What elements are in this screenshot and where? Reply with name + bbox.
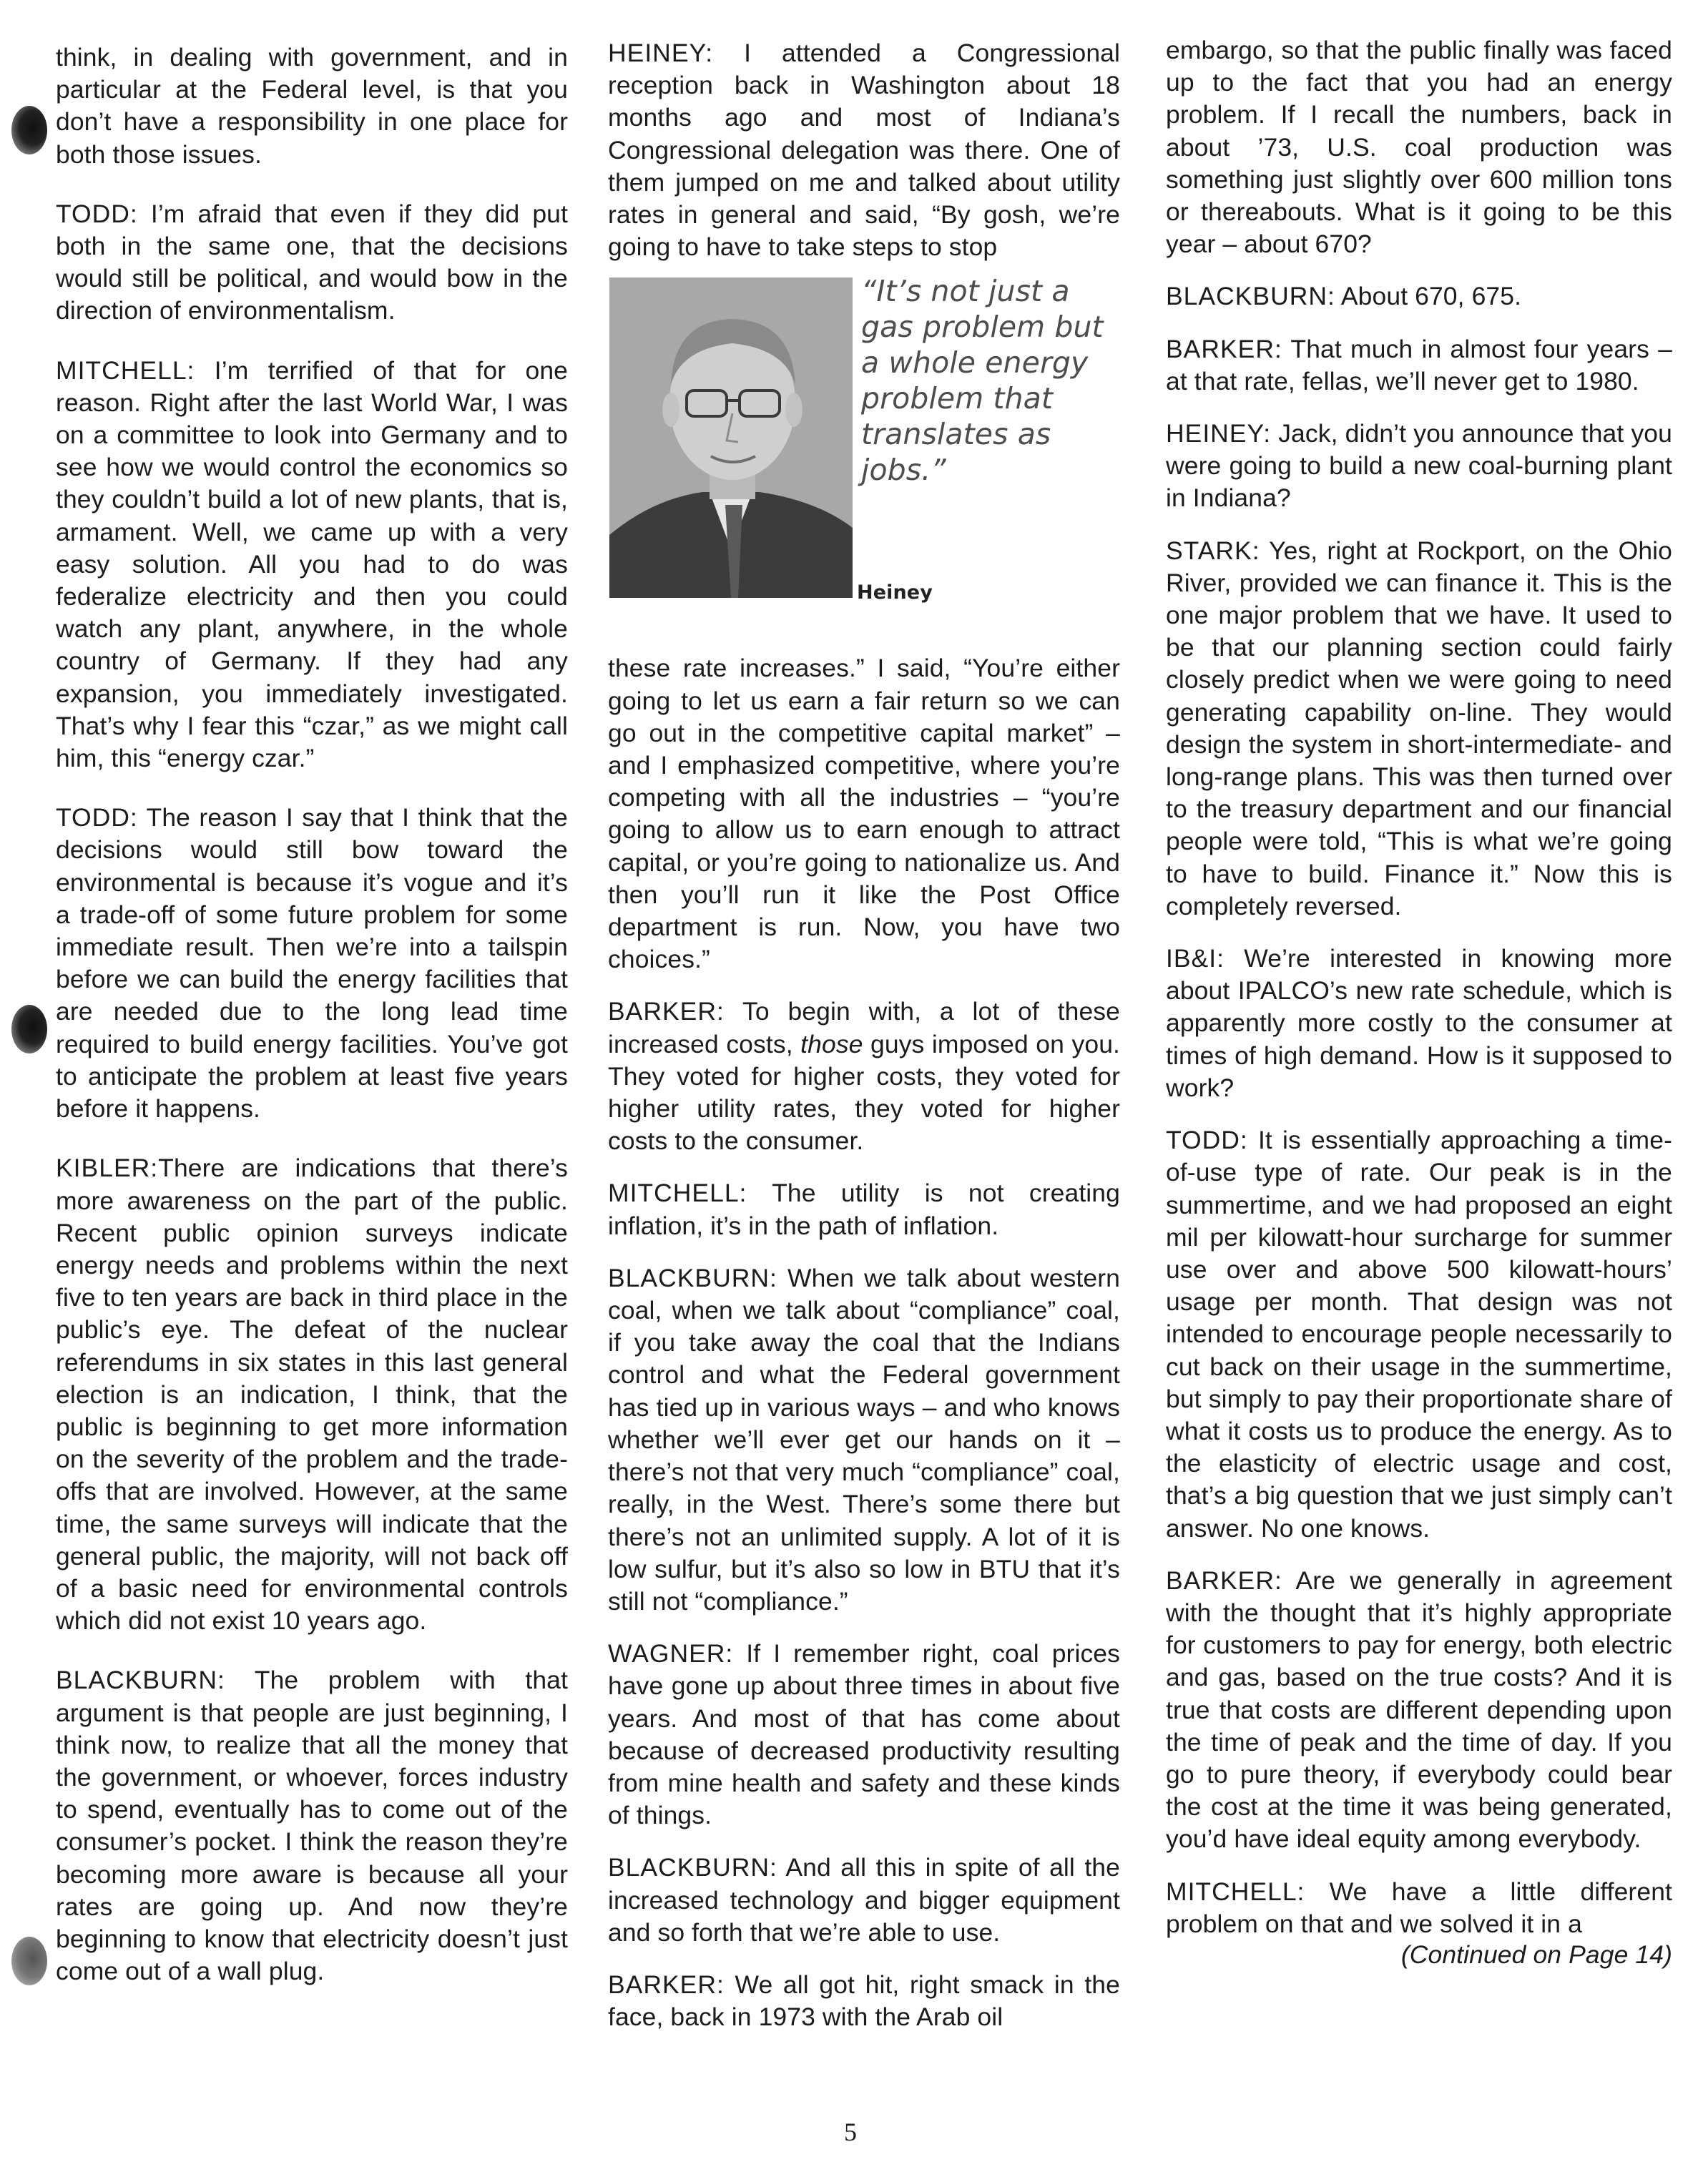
speaker-label: BARKER: — [608, 1970, 725, 1999]
paragraph — [608, 37, 1120, 263]
paragraph — [1166, 535, 1672, 923]
speaker-label: BLACKBURN: — [56, 1666, 225, 1695]
photo-block — [608, 273, 1120, 634]
paragraph-text: guys imposed on you. They voted for higher costs, they voted for higher utility rates, they voted for higher costs to the consumer. — [608, 1029, 1121, 1156]
paragraph-text: The reason I say that I think that the decisions would still bow toward the environmental is because it’s vogue and it’s a trade-off of some future problem for some immediate result. Then we’re into a tailspin before we can build the energy facilities that are needed due to the long lead time required to build energy facilities. You’ve got to anticipate the problem at least five years before it happens. — [56, 803, 569, 1124]
paragraph-text: To begin with, a lot of these increased costs, — [608, 997, 1120, 1058]
paragraph-text: Yes, right at Rockport, on the Ohio River, provided we can finance it. This is the one major problem that we have. It used to be that our planning section could fairly closely predict when we were going to need generating capability on-line. They would design the system in short-intermediate- and long-range plans. This was then turned over to the treasury department and our financial people were told, “This is what we’re going to have to build. Finance it.” Now this is completely reversed. — [1166, 536, 1672, 920]
paragraph — [608, 1177, 1120, 1242]
speaker-label: TODD: — [56, 803, 138, 832]
paragraph — [56, 41, 568, 171]
column-3 — [1166, 34, 1672, 1971]
paragraph-text: Are we generally in agreement with the thought that it’s highly appropriate for customers to pay for energy, both electric and gas, based on the true costs? And it is true that costs are different depending upon the time of peak and the time of day. If you go to pure theory, if everybody could bear the cost at the time it was being generated, you’d have ideal equity among everybody. — [1166, 1566, 1672, 1854]
paragraph — [1166, 943, 1672, 1104]
paragraph — [1166, 1124, 1672, 1545]
speaker-label: BARKER: — [1166, 334, 1282, 363]
paragraph-text: When we talk about western coal, when we talk about “compliance” coal, if you take away the coal that the Indians control and what the Federal government has tied up in various ways – and who knows whether we’ll ever get our hands on it – there’s not that very much “compliance” coal, really, in the West. There’s some there but there’s not an unlimited supply. A lot of it is low sulfur, but it’s also so low in BTU that it’s still not “compliance.” — [608, 1263, 1120, 1616]
page-number: 5 — [844, 2118, 857, 2146]
paragraph — [1166, 1876, 1672, 1972]
paragraph-text: We have a little different problem on that and we solved it in a — [1166, 1877, 1672, 1938]
paragraph — [56, 355, 568, 775]
paragraph — [608, 1638, 1120, 1832]
paragraph-text: We all got hit, right smack in the face, back in 1973 with the Arab oil — [608, 1970, 1120, 2032]
speaker-label: BARKER: — [1166, 1566, 1282, 1595]
paragraph — [608, 652, 1120, 976]
speaker-label: KIBLER: — [56, 1154, 159, 1183]
paragraph-text: If I remember right, coal prices have gone up about three times in about five years. And most of that has come about because of decreased productivity resulting from mine health and safety and these kinds of things. — [608, 1639, 1120, 1830]
paragraph — [608, 1969, 1120, 2033]
paragraph — [56, 198, 568, 328]
pull-quote: “It’s not just a gas problem but a whole energy problem that translates as jobs.” — [861, 274, 1104, 488]
portrait-photo — [609, 277, 853, 598]
paragraph-text: That much in almost four years – at that rate, fellas, we’ll never get to 1980. — [1166, 334, 1672, 395]
paragraph-text: I’m terrified of that for one reason. Right after the last World War, I was on a committee to look into Germany and to see how we would control the economics so they couldn’t build a lot of new plants, that is, armament. Well, we came up with a very easy solution. All you had to do was federalize electricity and then you could watch any plant, anywhere, in the whole country of Germany. If they had any expansion, you immediately investigated. That’s why I fear this “czar,” as we might call him, this “energy czar.” — [56, 355, 569, 773]
speaker-label: BLACKBURN: — [1166, 282, 1335, 311]
paragraph-text: And all this in spite of all the increased technology and bigger equipment and so forth that we’re able to use. — [608, 1853, 1120, 1947]
paragraph-text: embargo, so that the public finally was faced up to the fact that you had an energy problem. If I recall the numbers, back in about ’73, U.S. coal production was something just slightly over 600 million tons or thereabouts. What is it going to be this year – about 670? — [1166, 36, 1672, 259]
paragraph — [1166, 1565, 1672, 1856]
paragraph-text: The problem with that argument is that people are just beginning, I think now, to realize that all the money that the government, or whoever, forces industry to spend, eventually has to come out of the consumer’s pocket. I think the reason they’re becoming more aware is because all your rates are going up. And now they’re beginning to know that electricity doesn’t just come out of a wall plug. — [56, 1666, 568, 1986]
paragraph-text: The utility is not creating inflation, it’s in the path of inflation. — [608, 1179, 1120, 1240]
paragraph-text: There are indications that there’s more awareness on the part of the public. Recent public opinion surveys indicate energy needs and problems within the next five to ten years are back in third place in the public’s eye. The defeat of the nuclear referendums in six states in this last general election is an indication, I think, that the public is beginning to get more information on the severity of the problem and the trade-offs that are involved. However, at the same time, the same surveys will indicate that the general public, the majority, will not back off of a basic need for environmental controls which did not exist 10 years ago. — [56, 1154, 568, 1636]
speaker-label: STARK: — [1166, 536, 1260, 565]
paragraph-text: Jack, didn’t you announce that you were going to build a new coal-burning plant in Indiana? — [1166, 419, 1672, 513]
paragraph-text: these rate increases.” I said, “You’re either going to let us earn a fair return so we can go out in the competitive capital market” – and I emphasized competitive, where you’re competing with all the industries – “you’re going to allow us to earn enough to attract capital, or you’re going to nationalize us. And then you’ll run it like the Post Office department is run. Now, you have two choices.” — [608, 654, 1120, 974]
paragraph-text: We’re interested in knowing more about IPALCO’s new rate schedule, which is apparently more costly to the consumer at times of high demand. How is it supposed to work? — [1166, 944, 1673, 1102]
paragraph-text: think, in dealing with government, and in particular at the Federal level, is that you don’t have a responsibility in one place for both those issues. — [56, 43, 568, 169]
paragraph-text: I’m afraid that even if they did put both in the same one, that the decisions would still be political, and would bow in the direction of environmentalism. — [56, 199, 568, 325]
speaker-label: HEINEY: — [1166, 419, 1272, 448]
paragraph — [56, 1152, 568, 1637]
speaker-label: TODD: — [56, 199, 138, 228]
paragraph — [608, 996, 1120, 1157]
binder-hole — [11, 106, 47, 154]
speaker-label: MITCHELL: — [608, 1179, 747, 1208]
paragraph — [608, 1852, 1120, 1949]
column-1 — [56, 41, 568, 2015]
photo-caption: Heiney — [857, 581, 933, 604]
speaker-label: MITCHELL: — [56, 355, 195, 385]
speaker-label: BARKER: — [608, 997, 725, 1026]
binder-hole — [11, 1937, 47, 1985]
paragraph — [1166, 418, 1672, 515]
paragraph — [56, 802, 568, 1125]
binder-hole — [11, 1005, 47, 1053]
speaker-label: TODD: — [1166, 1126, 1248, 1155]
speaker-label: IB&I: — [1166, 944, 1224, 973]
speaker-label: WAGNER: — [608, 1639, 734, 1669]
speaker-label: MITCHELL: — [1166, 1877, 1305, 1906]
paragraph — [1166, 280, 1672, 313]
speaker-label: BLACKBURN: — [608, 1263, 777, 1292]
emphasis-text: those — [800, 1029, 863, 1058]
paragraph — [608, 1262, 1120, 1618]
paragraph-text: I attended a Congressional reception back in Washington about 18 months ago and most of Indiana’s Congressional delegation was there. One of them jumped on me and talked about utility rates in general and said, “By gosh, we’re going to have to take steps to stop — [608, 39, 1121, 262]
continued-note: (Continued on Page 14) — [1400, 1940, 1672, 1969]
paragraph — [56, 1664, 568, 1987]
speaker-label: BLACKBURN: — [608, 1853, 777, 1882]
speaker-label: HEINEY: — [608, 39, 714, 67]
paragraph-text: About 670, 675. — [1340, 282, 1522, 311]
paragraph-text: It is essentially approaching a time-of-use type of rate. Our peak is in the summertime, and we had proposed an eight mil per kilowatt-hour surcharge for summer use over and above 500 kilowatt-hours’ usage per month. That design was not intended to encourage people necessarily to cut back on their usage in the summertime, but simply to pay their proportionate share of what it costs us to produce the energy. As to the elasticity of electric usage and cost, that’s a big question that we just simply can’t answer. No one knows. — [1166, 1126, 1672, 1543]
column-2 — [608, 37, 1120, 2053]
paragraph — [1166, 34, 1672, 260]
paragraph — [1166, 333, 1672, 398]
